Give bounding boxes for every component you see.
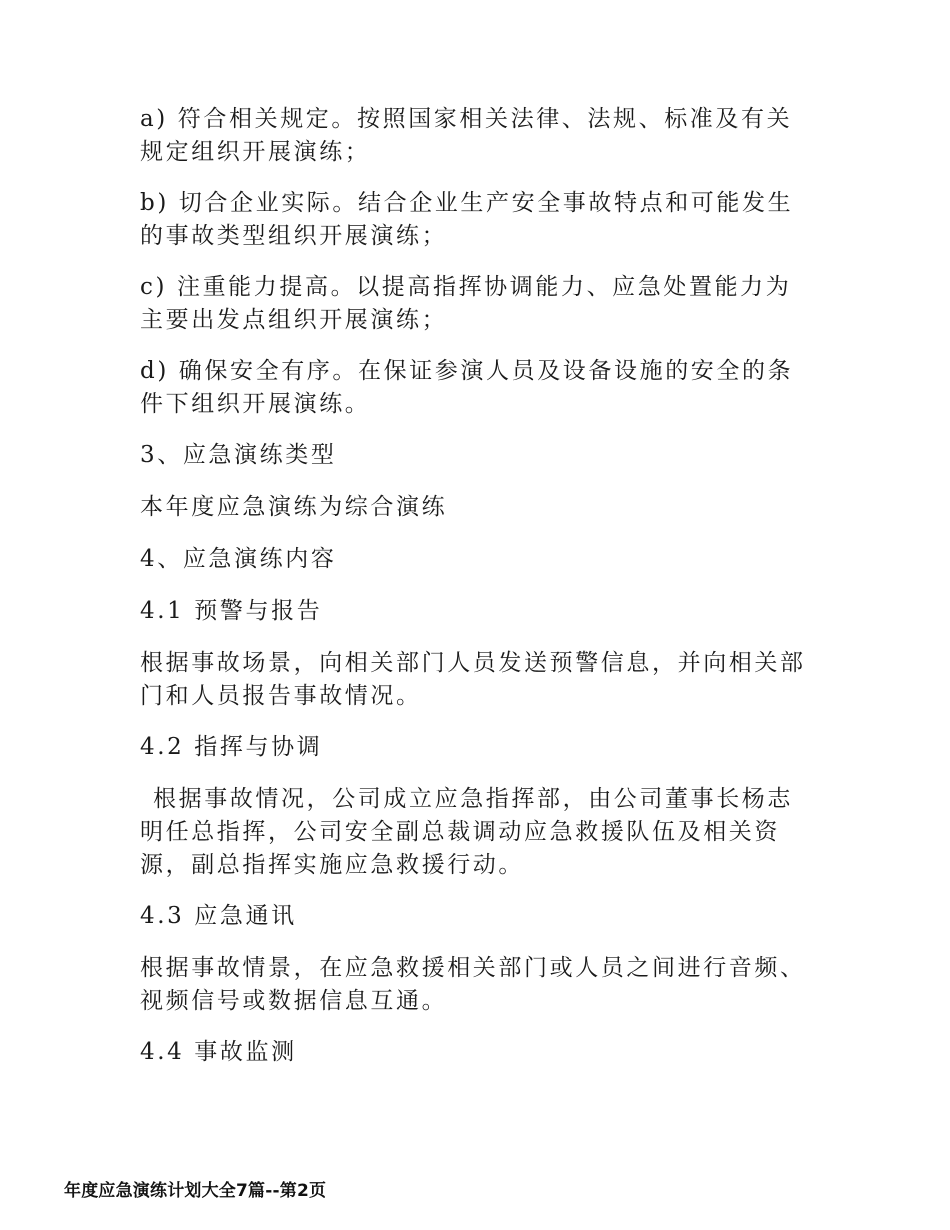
warning-report-paragraph: 根据事故场景，向相关部门人员发送预警信息，并向相关部门和人员报告事故情况。 <box>140 650 806 709</box>
section-4-2-heading: 4.2 指挥与协调 <box>140 734 323 760</box>
page-footer: 年度应急演练计划大全7篇--第2页 <box>64 1181 327 1201</box>
principle-d-paragraph: d) 确保安全有序。在保证参演人员及设备设施的安全的条件下组织开展演练。 <box>140 358 794 417</box>
principle-a-paragraph: a) 符合相关规定。按照国家相关法律、法规、标准及有关规定组织开展演练； <box>140 106 793 165</box>
section-4-3-heading: 4.3 应急通讯 <box>140 903 297 929</box>
section-3-heading: 3、应急演练类型 <box>140 442 337 468</box>
document-body <box>140 103 812 1088</box>
emergency-communication-paragraph: 根据事故情景，在应急救援相关部门或人员之间进行音频、视频信号或数据信息互通。 <box>140 955 806 1014</box>
principle-c-paragraph: c) 注重能力提高。以提高指挥协调能力、应急处置能力为主要出发点组织开展演练； <box>140 274 792 333</box>
section-4-heading: 4、应急演练内容 <box>140 546 337 572</box>
principle-b-paragraph: b) 切合企业实际。结合企业生产安全事故特点和可能发生的事故类型组织开展演练； <box>140 190 794 249</box>
section-4-4-heading: 4.4 事故监测 <box>140 1039 297 1065</box>
command-coordination-paragraph: 根据事故情况，公司成立应急指挥部，由公司董事长杨志明任总指挥，公司安全副总裁调动应急救援队伍及相关资源，副总指挥实施应急救援行动。 <box>140 786 793 878</box>
section-4-1-heading: 4.1 预警与报告 <box>140 598 323 624</box>
drill-type-paragraph: 本年度应急演练为综合演练 <box>140 494 448 520</box>
